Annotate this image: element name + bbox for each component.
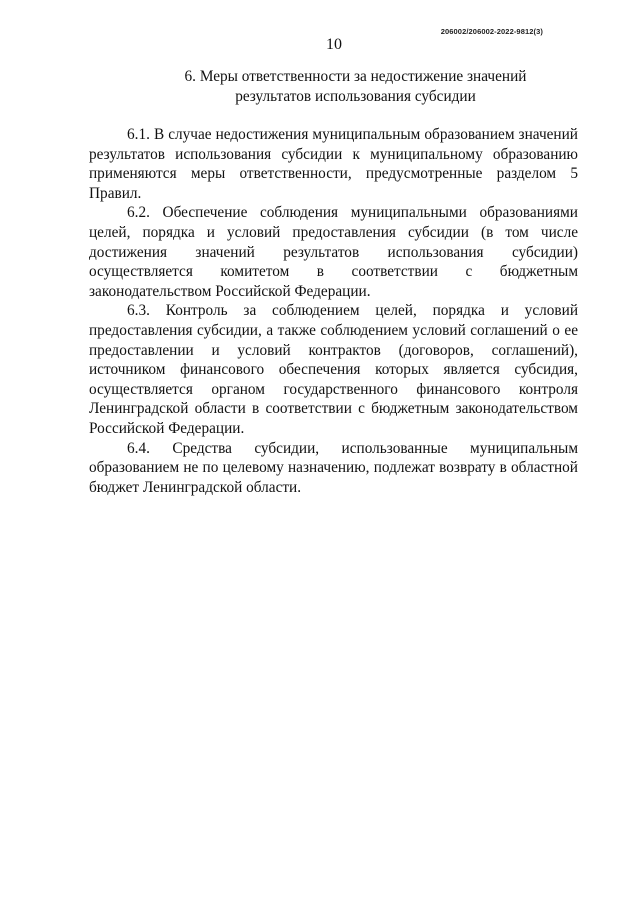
paragraph-6-3: 6.3. Контроль за соблюдением целей, порядка и условий предоставления субсидии, а также соблюдением условий соглашений о ее предоставлении и условий контрактов (договоров, соглашений), источником финансового обеспечения которых является субсидия, осуществляется органом государственного финансового контроля Ленинградской области в соответствии с бюджетным законодательством Российской Федерации. xyxy=(89,302,578,437)
document-id: 206002/206002-2022-9812(3) xyxy=(440,27,543,36)
section-title-line-1: 6. Меры ответственности за недостижение значений xyxy=(184,68,527,85)
section-title xyxy=(89,67,578,106)
paragraph-6-2: 6.2. Обеспечение соблюдения муниципальными образованиями целей, порядка и условий предоставления субсидии (в том числе достижения значений результатов использования субсидии) осуществляется комитетом в соответствии с бюджетным законодательством Российской Федерации. xyxy=(89,204,578,300)
paragraph-6-1: 6.1. В случае недостижения муниципальным образованием значений результатов использования субсидии к муниципальному образованию применяются меры ответственности, предусмотренные разделом 5 Правил. xyxy=(89,126,578,202)
document-body xyxy=(89,67,578,497)
paragraph-6-4: 6.4. Средства субсидии, использованные муниципальным образованием не по целевому назначению, подлежат возврату в областной бюджет Ленинградской области. xyxy=(89,439,578,496)
page-number: 10 xyxy=(326,36,342,53)
section-title-line-2: результатов использования субсидии xyxy=(235,87,476,105)
